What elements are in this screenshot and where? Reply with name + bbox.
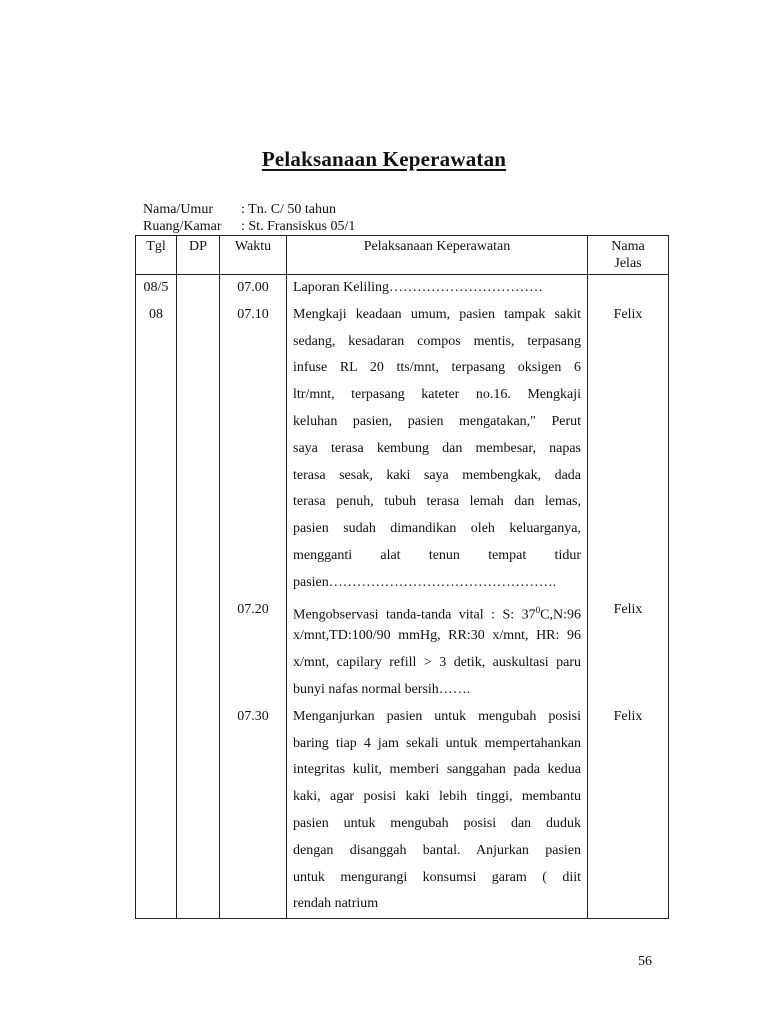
page-number: 56 bbox=[638, 954, 652, 969]
entry-time-spacer bbox=[220, 865, 286, 892]
nursing-implementation-table bbox=[135, 235, 669, 919]
patient-name-age-label: Nama/Umur bbox=[143, 202, 213, 217]
patient-room-row bbox=[143, 218, 355, 235]
entry-line: pasien…………………………………………. bbox=[293, 574, 557, 590]
header-jelas: Jelas bbox=[614, 256, 642, 271]
entry-time-spacer bbox=[220, 731, 286, 758]
entry-time-spacer bbox=[220, 623, 286, 650]
entry-line: untuk mengurangi konsumsi garam ( diit bbox=[293, 869, 581, 885]
entry-nurse-spacer bbox=[588, 623, 668, 650]
entry-line: saya terasa kembung dan membesar, napas bbox=[293, 440, 581, 456]
entry-nurse-spacer bbox=[588, 489, 668, 516]
patient-name-age-value: : Tn. C/ 50 tahun bbox=[241, 202, 337, 217]
patient-name-age-row bbox=[143, 201, 355, 218]
entry-time-spacer bbox=[220, 382, 286, 409]
entry-time: 07.10 bbox=[237, 306, 269, 322]
header-nama: Nama bbox=[611, 239, 645, 254]
entry-time: 07.20 bbox=[237, 601, 269, 617]
entry-line: ltr/mnt, terpasang kateter no.16. Mengkaji bbox=[293, 387, 581, 403]
entry-nurse-spacer bbox=[588, 382, 668, 409]
entry-nurse-name: Felix bbox=[613, 708, 643, 724]
patient-room-value: : St. Fransiskus 05/1 bbox=[241, 219, 356, 234]
entry-line: x/mnt, capilary refill > 3 detik, auskultasi paru bbox=[293, 655, 581, 671]
entry-time-spacer bbox=[220, 329, 286, 356]
entry-time-spacer bbox=[220, 650, 286, 677]
entry-nurse-spacer bbox=[588, 650, 668, 677]
nurse-cell bbox=[588, 275, 669, 919]
entry-nurse-spacer bbox=[588, 757, 668, 784]
date-cell bbox=[136, 275, 177, 919]
entry-line: pasien sudah dimandikan oleh keluarganya, bbox=[293, 521, 581, 537]
entry-line: rendah natrium bbox=[293, 896, 379, 912]
entry-time-spacer bbox=[220, 838, 286, 865]
entry-nurse-spacer bbox=[588, 355, 668, 382]
entry-line: infuse RL 20 tts/mnt, terpasang oksigen 6 bbox=[293, 360, 581, 376]
entry-nurse-spacer bbox=[588, 463, 668, 490]
entry-line: pasien untuk mengubah posisi dan duduk bbox=[293, 815, 581, 831]
entry-nurse-spacer bbox=[588, 865, 668, 892]
entry-line: keluhan pasien, pasien mengatakan," Perut bbox=[293, 413, 581, 429]
entry-nurse-spacer bbox=[588, 891, 668, 918]
entry-line: x/mnt,TD:100/90 mmHg, RR:30 x/mnt, HR: 96 bbox=[293, 628, 581, 644]
entry-nurse-spacer bbox=[588, 784, 668, 811]
entry-line: baring tiap 4 jam sekali untuk mempertahankan bbox=[293, 735, 581, 751]
entry-time: 07.00 bbox=[237, 280, 269, 295]
entry-line: sedang, kesadaran compos mentis, terpasang bbox=[293, 333, 581, 349]
entry-line: Menganjurkan pasien untuk mengubah posisi bbox=[293, 708, 581, 724]
header-dp: DP bbox=[177, 236, 220, 275]
entry-time-spacer bbox=[220, 677, 286, 704]
entry-line: integritas kulit, memberi sanggahan pada kedua bbox=[293, 762, 581, 778]
entry-line: kaki, agar posisi kaki lebih tinggi, membantu bbox=[293, 789, 581, 805]
entry-time-spacer bbox=[220, 811, 286, 838]
entry-time-spacer bbox=[220, 516, 286, 543]
entry-time-spacer bbox=[220, 570, 286, 597]
entry-nurse-spacer bbox=[588, 677, 668, 704]
entry-line: terasa penuh, tubuh terasa lemah dan lemas, bbox=[293, 494, 581, 510]
header-nama-jelas bbox=[588, 236, 669, 275]
entry-time-spacer bbox=[220, 543, 286, 570]
table-row bbox=[136, 275, 669, 919]
entry-nurse-spacer bbox=[588, 731, 668, 758]
entry-nurse-spacer bbox=[588, 543, 668, 570]
time-cell bbox=[220, 275, 287, 919]
entry-time-spacer bbox=[220, 891, 286, 918]
patient-room-label: Ruang/Kamar bbox=[143, 219, 222, 234]
entry-line: Laporan Keliling…………………………… bbox=[293, 280, 544, 295]
entry-line: bunyi nafas normal bersih……. bbox=[293, 681, 471, 697]
entry-line: Mengkaji keadaan umum, pasien tampak sakit bbox=[293, 306, 581, 322]
entry-time-spacer bbox=[220, 757, 286, 784]
table-header-row bbox=[136, 236, 669, 275]
header-pelaksanaan: Pelaksanaan Keperawatan bbox=[287, 236, 588, 275]
entry-time: 07.30 bbox=[237, 708, 269, 724]
entry-time-spacer bbox=[220, 409, 286, 436]
entry-nurse-spacer bbox=[588, 570, 668, 597]
entry-time-spacer bbox=[220, 784, 286, 811]
entry-line: terasa sesak, kaki saya membengkak, dada bbox=[293, 467, 581, 483]
header-waktu: Waktu bbox=[220, 236, 287, 275]
header-tgl: Tgl bbox=[136, 236, 177, 275]
patient-info bbox=[143, 201, 355, 235]
entry-nurse-spacer bbox=[588, 275, 668, 302]
entry-nurse-name: Felix bbox=[613, 601, 643, 617]
entry-nurse-spacer bbox=[588, 329, 668, 356]
entry-nurse-spacer bbox=[588, 409, 668, 436]
page-title: Pelaksanaan Keperawatan bbox=[261, 147, 507, 171]
entry-time-spacer bbox=[220, 355, 286, 382]
entry-time-spacer bbox=[220, 489, 286, 516]
entry-line: mengganti alat tenun tempat tidur bbox=[293, 547, 581, 563]
entry-line: dengan disanggah bantal. Anjurkan pasien bbox=[293, 842, 581, 858]
entry-line: Mengobservasi tanda-tanda vital : S: $37^0C,N:96$ bbox=[293, 604, 581, 623]
description-cell bbox=[287, 275, 588, 919]
entry-nurse-spacer bbox=[588, 436, 668, 463]
entry-nurse-spacer bbox=[588, 838, 668, 865]
dp-cell bbox=[177, 275, 220, 919]
date-part2: 08 bbox=[149, 306, 163, 322]
entry-time-spacer bbox=[220, 436, 286, 463]
date-part1: 08/5 bbox=[143, 280, 169, 295]
entry-nurse-spacer bbox=[588, 811, 668, 838]
entry-nurse-spacer bbox=[588, 516, 668, 543]
entry-time-spacer bbox=[220, 463, 286, 490]
entry-nurse-name: Felix bbox=[613, 306, 643, 322]
